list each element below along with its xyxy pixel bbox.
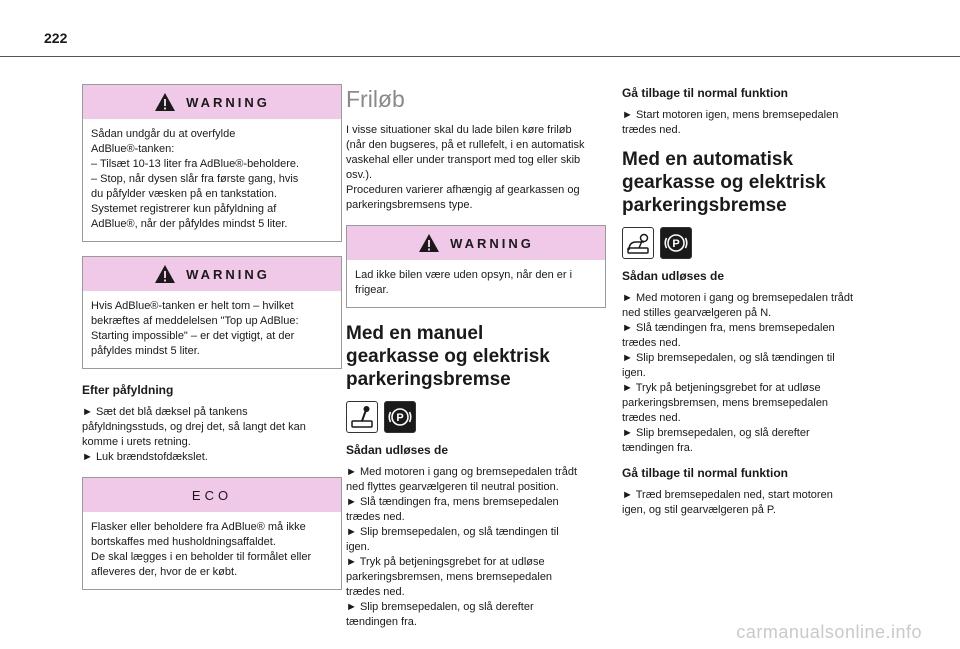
electric-parking-brake-icon (660, 227, 692, 259)
text-line: ned flyttes gearvælgeren til neutral position. (346, 481, 559, 493)
page-section-title: Friløb (346, 86, 405, 112)
text-line: trædes ned. (622, 337, 681, 349)
return-heading: Gå tilbage til normal funktion (622, 86, 789, 100)
refill-instructions (82, 405, 342, 465)
text-line: Sådan undgår du at overfylde (91, 128, 236, 140)
eco-title: ECO (191, 487, 233, 503)
text-line: påfyldes mindst 5 liter. (91, 345, 200, 357)
text-line: tændingen fra. (622, 442, 693, 454)
text-line: ► Med motoren i gang og bremsepedalen trådt (346, 466, 578, 478)
return-instructions-2 (622, 488, 882, 518)
svg-text:P: P (396, 412, 404, 424)
text-line: parkeringsbremsen, mens bremsepedalen (622, 397, 829, 409)
warning-triangle-icon (154, 92, 176, 112)
text-line: ► Tryk på betjeningsgrebet for at udløse (622, 382, 821, 394)
warning-box-unattended (346, 225, 606, 308)
manual-gear-lever-icon (346, 401, 378, 433)
text-line: parkeringsbremsen, mens bremsepedalen (346, 571, 553, 583)
refill-heading: Efter påfyldning (82, 383, 174, 397)
text-line: ► Slå tændingen fra, mens bremsepedalen (622, 322, 835, 334)
text-line: Proceduren varierer afhængig af gearkassen og (346, 184, 580, 196)
page-number: 222 (44, 30, 68, 46)
intro-paragraph (346, 123, 606, 213)
warning-header (83, 85, 341, 119)
text-line: påfyldningsstuds, og drej det, så langt det kan (82, 421, 306, 433)
text-line: ► Start motoren igen, mens bremsepedalen (622, 109, 839, 121)
text-line: trædes ned. (622, 412, 681, 424)
release-heading: Sådan udløses de (622, 269, 725, 283)
column-1 (82, 84, 342, 604)
warning-triangle-icon (418, 233, 440, 253)
text-line: – Tilsæt 10-13 liter fra AdBlue®-beholdere. (91, 158, 300, 170)
text-line: osv.). (346, 169, 373, 181)
gearbox-icons (346, 401, 606, 433)
text-line: komme i urets retning. (82, 436, 191, 448)
warning-body (83, 119, 341, 241)
warning-header (83, 257, 341, 291)
text-line: ► Slip bremsepedalen, og slå derefter (622, 427, 810, 439)
text-line: trædes ned. (346, 586, 405, 598)
text-line: afleveres der, hvor de er købt. (91, 566, 238, 578)
return-instructions (622, 108, 882, 138)
text-line: ► Slå tændingen fra, mens bremsepedalen (346, 496, 559, 508)
gearbox-icons (622, 227, 882, 259)
text-line: (når den bugseres, på et rullefelt, i en automatisk (346, 139, 585, 151)
text-line: ► Træd bremsepedalen ned, start motoren (622, 489, 833, 501)
eco-box (82, 477, 342, 590)
warning-header (347, 226, 605, 260)
text-line: ► Sæt det blå dæksel på tankens (82, 406, 248, 418)
warning-box-overfill (82, 84, 342, 242)
electric-parking-brake-icon (384, 401, 416, 433)
text-line: du påfylder væsken på en tankstation. (91, 188, 277, 200)
release-instructions (622, 291, 882, 456)
text-line: De skal lægges i en beholder til formålet eller (91, 551, 312, 563)
title-line: parkeringsbremse (346, 369, 511, 390)
svg-text:P: P (672, 238, 680, 250)
warning-box-empty-tank (82, 256, 342, 369)
text-line: Systemet registrerer kun påfyldning af (91, 203, 277, 215)
text-line: Hvis AdBlue®-tanken er helt tom – hvilket (91, 300, 294, 312)
column-3 (622, 84, 882, 524)
text-line: ► Slip bremsepedalen, og slå tændingen til (622, 352, 835, 364)
automatic-gear-selector-icon (622, 227, 654, 259)
watermark-logo: carmanualsonline.info (736, 622, 922, 642)
warning-triangle-icon (154, 264, 176, 284)
title-line: parkeringsbremse (622, 195, 787, 216)
text-line: igen. (622, 367, 646, 379)
title-line: gearkasse og elektrisk (622, 172, 826, 193)
text-line: vaskehal eller under transport med tog eller skib (346, 154, 581, 166)
title-line: gearkasse og elektrisk (346, 346, 550, 367)
top-rule (0, 56, 960, 57)
text-line: bortskaffes med husholdningsaffaldet. (91, 536, 276, 548)
manual-gearbox-title (346, 322, 606, 391)
text-line: trædes ned. (622, 124, 681, 136)
text-line: igen, og stil gearvælgeren på P. (622, 504, 776, 516)
text-line: Starting impossible" – er det vigtigt, at der (91, 330, 295, 342)
warning-title: WARNING (450, 235, 534, 251)
text-line: igen. (346, 541, 370, 553)
column-2 (346, 80, 606, 636)
title-line: Med en automatisk (622, 149, 794, 170)
text-line: AdBlue®-tanken: (91, 143, 175, 155)
text-line: frigear. (355, 284, 389, 296)
text-line: trædes ned. (346, 511, 405, 523)
text-line: ► Luk brændstofdækslet. (82, 451, 208, 463)
text-line: Flasker eller beholdere fra AdBlue® må ikke (91, 521, 306, 533)
text-line: ► Med motoren i gang og bremsepedalen trådt (622, 292, 854, 304)
text-line: ► Slip bremsepedalen, og slå derefter (346, 601, 534, 613)
eco-body (83, 512, 341, 589)
warning-title: WARNING (186, 266, 270, 282)
warning-title: WARNING (186, 94, 270, 110)
title-line: Med en manuel (346, 323, 484, 344)
eco-header (83, 478, 341, 512)
text-line: ► Tryk på betjeningsgrebet for at udløse (346, 556, 545, 568)
text-line: ► Slip bremsepedalen, og slå tændingen til (346, 526, 559, 538)
warning-body (83, 291, 341, 368)
text-line: – Stop, når dysen slår fra første gang, hvis (91, 173, 299, 185)
release-heading: Sådan udløses de (346, 443, 449, 457)
return-heading-2: Gå tilbage til normal funktion (622, 466, 789, 480)
warning-body (347, 260, 605, 307)
text-line: Lad ikke bilen være uden opsyn, når den er i (355, 269, 573, 281)
release-instructions (346, 465, 606, 630)
automatic-gearbox-title (622, 148, 882, 217)
text-line: bekræftes af meddelelsen "Top up AdBlue: (91, 315, 299, 327)
text-line: parkeringsbremsens type. (346, 199, 473, 211)
text-line: ned stilles gearvælgeren på N. (622, 307, 772, 319)
text-line: I visse situationer skal du lade bilen køre friløb (346, 124, 572, 136)
text-line: tændingen fra. (346, 616, 417, 628)
text-line: AdBlue®, når der påfyldes mindst 5 liter. (91, 218, 288, 230)
